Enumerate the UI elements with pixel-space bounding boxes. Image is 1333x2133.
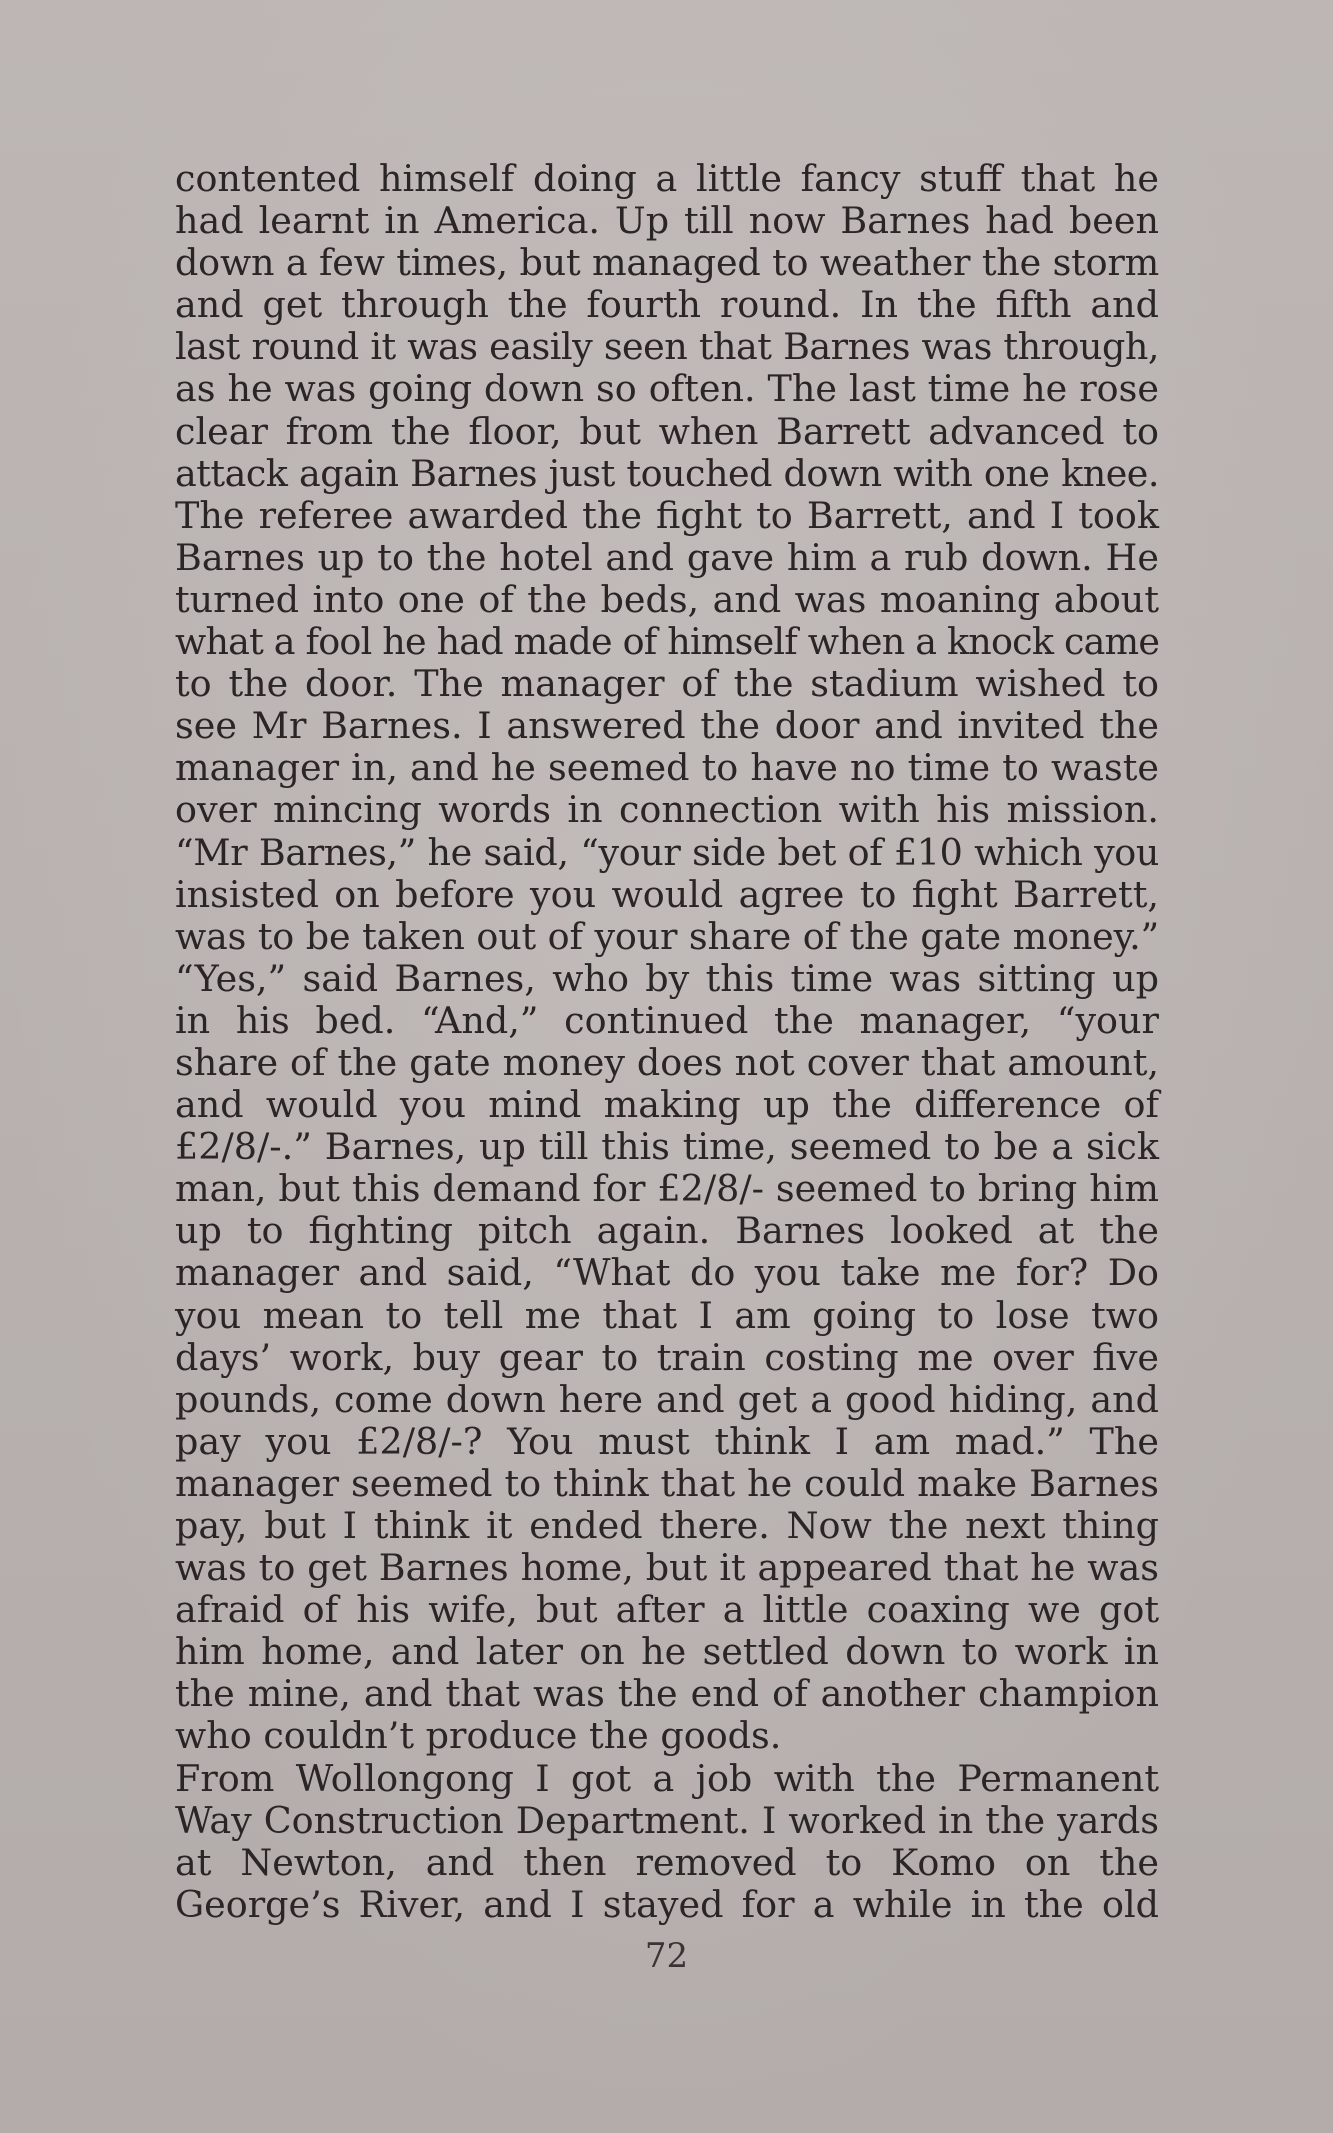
body-text: [175, 158, 1159, 1926]
text-line: and get through the fourth round. In the fifth and: [175, 283, 1159, 327]
text-line: attack again Barnes just touched down with one knee.: [175, 451, 1159, 495]
text-line: The referee awarded the fight to Barrett, and I took: [175, 493, 1159, 537]
text-line: in his bed. “And,” continued the manager, “your: [175, 998, 1159, 1042]
text-line: who couldn’t produce the goods.: [175, 1714, 782, 1758]
text-line: man, but this demand for £2/8/- seemed to bring him: [175, 1167, 1159, 1211]
text-line: From Wollongong I got a job with the Permanent: [175, 1756, 1159, 1800]
text-line: George’s River, and I stayed for a while in the old: [175, 1882, 1159, 1926]
text-line: insisted on before you would agree to fight Barrett,: [175, 872, 1159, 916]
text-line: Way Construction Department. I worked in the yards: [175, 1798, 1159, 1842]
text-line: “Yes,” said Barnes, who by this time was sitting up: [175, 956, 1159, 1000]
page-number: 72: [644, 1936, 689, 1976]
text-line: days’ work, buy gear to train costing me over five: [175, 1335, 1159, 1379]
text-line: up to fighting pitch again. Barnes looked at the: [175, 1209, 1159, 1253]
text-line: clear from the floor, but when Barrett advanced to: [175, 409, 1159, 453]
text-line: to the door. The manager of the stadium wished to: [175, 662, 1159, 706]
text-line: him home, and later on he settled down to work in: [175, 1630, 1159, 1674]
text-line: down a few times, but managed to weather the storm: [175, 241, 1159, 285]
text-line: manager and said, “What do you take me for? Do: [175, 1251, 1159, 1295]
text-line: and would you mind making up the difference of: [175, 1083, 1159, 1127]
text-line: afraid of his wife, but after a little coaxing we got: [175, 1588, 1159, 1632]
text-line: the mine, and that was the end of another champion: [175, 1672, 1159, 1716]
text-line: see Mr Barnes. I answered the door and invited the: [175, 704, 1159, 748]
text-line: pay, but I think it ended there. Now the next thing: [175, 1504, 1159, 1547]
text-line: pounds, come down here and get a good hiding, and: [175, 1377, 1159, 1421]
text-line: manager seemed to think that he could make Barnes: [175, 1461, 1159, 1505]
text-line: pay you £2/8/-? You must think I am mad.” The: [175, 1419, 1159, 1463]
text-line: “Mr Barnes,” he said, “your side bet of £10 which you: [175, 830, 1159, 874]
text-line: over mincing words in connection with his mission.: [175, 788, 1159, 832]
text-line: you mean to tell me that I am going to lose two: [175, 1293, 1159, 1337]
text-line: Barnes up to the hotel and gave him a rub down. He: [175, 535, 1159, 579]
text-line: turned into one of the beds, and was moaning about: [175, 577, 1159, 621]
text-line: manager in, and he seemed to have no time to waste: [175, 746, 1159, 790]
text-line: was to be taken out of your share of the gate money.”: [175, 914, 1159, 958]
text-line: contented himself doing a little fancy stuff that he: [175, 157, 1159, 200]
text-line: £2/8/-.” Barnes, up till this time, seemed to be a sick: [175, 1125, 1159, 1169]
text-line: was to get Barnes home, but it appeared that he was: [175, 1546, 1159, 1590]
text-line: last round it was easily seen that Barnes was through,: [175, 325, 1159, 369]
text-line: as he was going down so often. The last time he rose: [175, 367, 1159, 411]
text-line: what a fool he had made of himself when a knock came: [175, 620, 1160, 664]
text-line: at Newton, and then removed to Komo on the: [175, 1840, 1159, 1884]
text-line: share of the gate money does not cover that amount,: [175, 1040, 1159, 1084]
text-line: had learnt in America. Up till now Barnes had been: [175, 199, 1159, 243]
